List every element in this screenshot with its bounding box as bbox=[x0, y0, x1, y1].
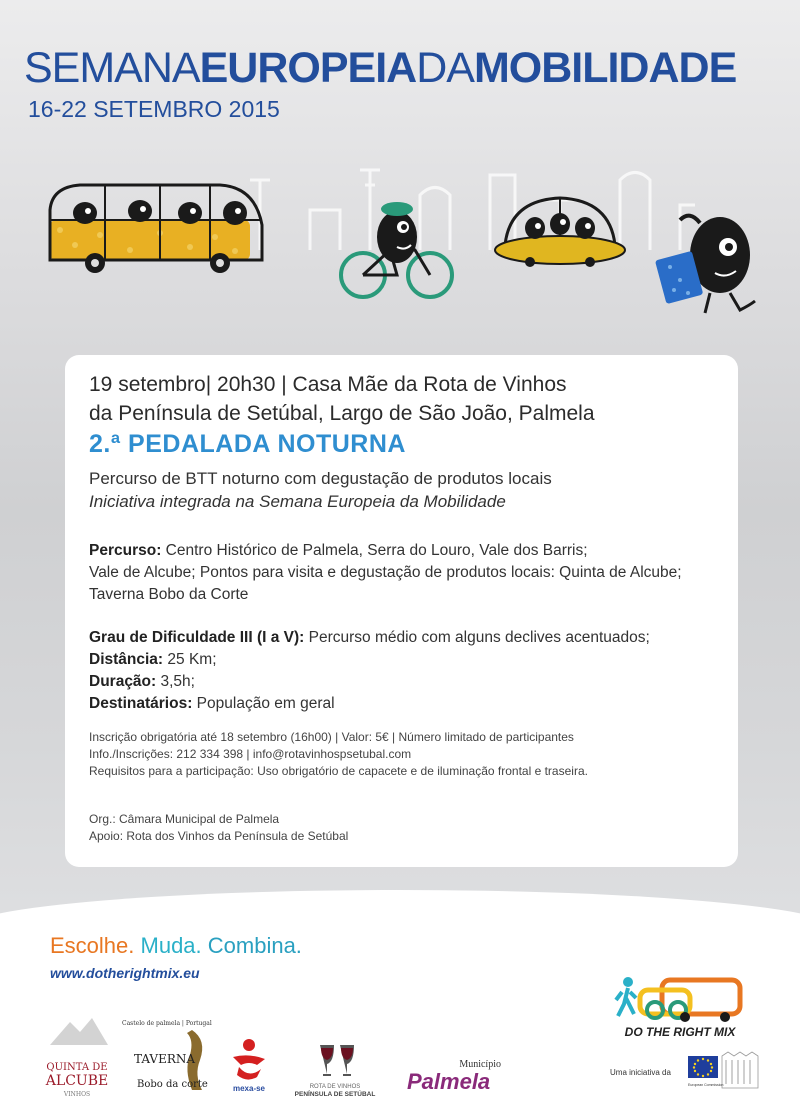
title-mobilidade: MOBILIDADE bbox=[473, 44, 737, 92]
audience-value: População em geral bbox=[192, 695, 335, 712]
organizers bbox=[89, 811, 729, 845]
slogan-escolhe: Escolhe. bbox=[50, 933, 135, 958]
event-date-location bbox=[89, 370, 729, 428]
taverna-top: Castelo de palmela | Portugal bbox=[122, 1020, 212, 1027]
website-link[interactable]: www.dotherightmix.eu bbox=[50, 965, 200, 981]
event-card bbox=[65, 355, 738, 867]
rota-de-vinhos-logo bbox=[290, 1040, 380, 1100]
alcube-line1: QUINTA DE bbox=[46, 1062, 108, 1073]
quinta-de-alcube-logo bbox=[40, 1010, 115, 1100]
car-illustration bbox=[490, 190, 630, 270]
event-title: 2.ª PEDALADA NOTURNA bbox=[89, 430, 406, 458]
title-europeia: EUROPEIA bbox=[199, 44, 417, 92]
slogan bbox=[50, 933, 302, 959]
municipio-palmela-logo bbox=[405, 1055, 515, 1095]
slogan-muda: Muda. bbox=[134, 933, 202, 958]
event-dates: 16-22 SETEMBRO 2015 bbox=[28, 96, 280, 122]
title-semana: SEMANA bbox=[24, 44, 200, 92]
taverna-bobo-da-corte-logo bbox=[122, 1015, 217, 1100]
route-line-2: Vale de Alcube; Pontos para visita e degustação de produtos locais: Quinta de Alcube; bbox=[89, 564, 682, 581]
eu-initiative-text: Uma iniciativa da bbox=[610, 1068, 671, 1077]
event-initiative-note: Iniciativa integrada na Semana Europeia da Mobilidade bbox=[89, 492, 506, 511]
registration-line: Inscrição obrigatória até 18 setembro (16h00) | Valor: 5€ | Número limitado de participantes bbox=[89, 730, 574, 744]
duration-value: 3,5h; bbox=[156, 673, 195, 690]
route-line-1: Centro Histórico de Palmela, Serra do Louro, Vale dos Barris; bbox=[161, 542, 588, 559]
page-title bbox=[24, 44, 736, 93]
route-section bbox=[89, 540, 729, 606]
street-silhouette-illustration bbox=[240, 150, 700, 250]
alcube-line3: VINHOS bbox=[63, 1091, 91, 1098]
distance-value: 25 Km; bbox=[163, 651, 217, 668]
alcube-line2: ALCUBE bbox=[45, 1073, 109, 1089]
registration-info bbox=[89, 729, 729, 780]
rota-line2: PENÍNSULA DE SETÚBAL bbox=[294, 1091, 376, 1098]
taverna-name: TAVERNA bbox=[134, 1052, 196, 1066]
mexase-text: mexa-se bbox=[232, 1084, 266, 1093]
european-commission-logo bbox=[610, 1048, 760, 1093]
contact-line: Info./Inscrições: 212 334 398 | info@rotavinhospsetubal.com bbox=[89, 747, 412, 761]
title-da: DA bbox=[416, 44, 474, 92]
details-section bbox=[89, 627, 729, 715]
cyclist-illustration bbox=[335, 195, 455, 305]
taverna-sub: Bobo da corte bbox=[137, 1079, 208, 1090]
rota-line1: ROTA DE VINHOS bbox=[309, 1084, 361, 1090]
event-description: Percurso de BTT noturno com degustação de produtos locais bbox=[89, 469, 552, 488]
event-date-time: 19 setembro| 20h30 | Casa Mãe da Rota de Vinhos bbox=[89, 373, 567, 396]
do-the-right-mix-logo bbox=[600, 970, 760, 1045]
distance-label: Distância: bbox=[89, 651, 164, 668]
mexa-se-logo bbox=[227, 1035, 272, 1095]
palmela-top: Município bbox=[459, 1059, 501, 1070]
event-location: da Península de Setúbal, Largo de São João, Palmela bbox=[89, 402, 595, 425]
slogan-combina: Combina. bbox=[201, 933, 302, 958]
difficulty-label: Grau de Dificuldade III (I a V): bbox=[89, 629, 305, 646]
route-label: Percurso: bbox=[89, 542, 162, 559]
audience-label: Destinatários: bbox=[89, 695, 193, 712]
organizer-line: Org.: Câmara Municipal de Palmela bbox=[89, 812, 280, 826]
shopper-illustration bbox=[650, 205, 770, 320]
bus-illustration bbox=[40, 175, 275, 275]
support-line: Apoio: Rota dos Vinhos da Península de Setúbal bbox=[89, 829, 349, 843]
event-subtitle bbox=[89, 467, 552, 513]
palmela-name: Palmela bbox=[407, 1069, 491, 1094]
difficulty-value: Percurso médio com alguns declives acentuados; bbox=[304, 629, 650, 646]
route-line-3: Taverna Bobo da Corte bbox=[89, 586, 249, 603]
eu-commission-text: European Commission bbox=[688, 1083, 724, 1087]
dtrm-text: DO THE RIGHT MIX bbox=[624, 1025, 736, 1039]
requirements-line: Requisitos para a participação: Uso obrigatório de capacete e de iluminação frontal e traseira. bbox=[89, 764, 588, 778]
duration-label: Duração: bbox=[89, 673, 157, 690]
